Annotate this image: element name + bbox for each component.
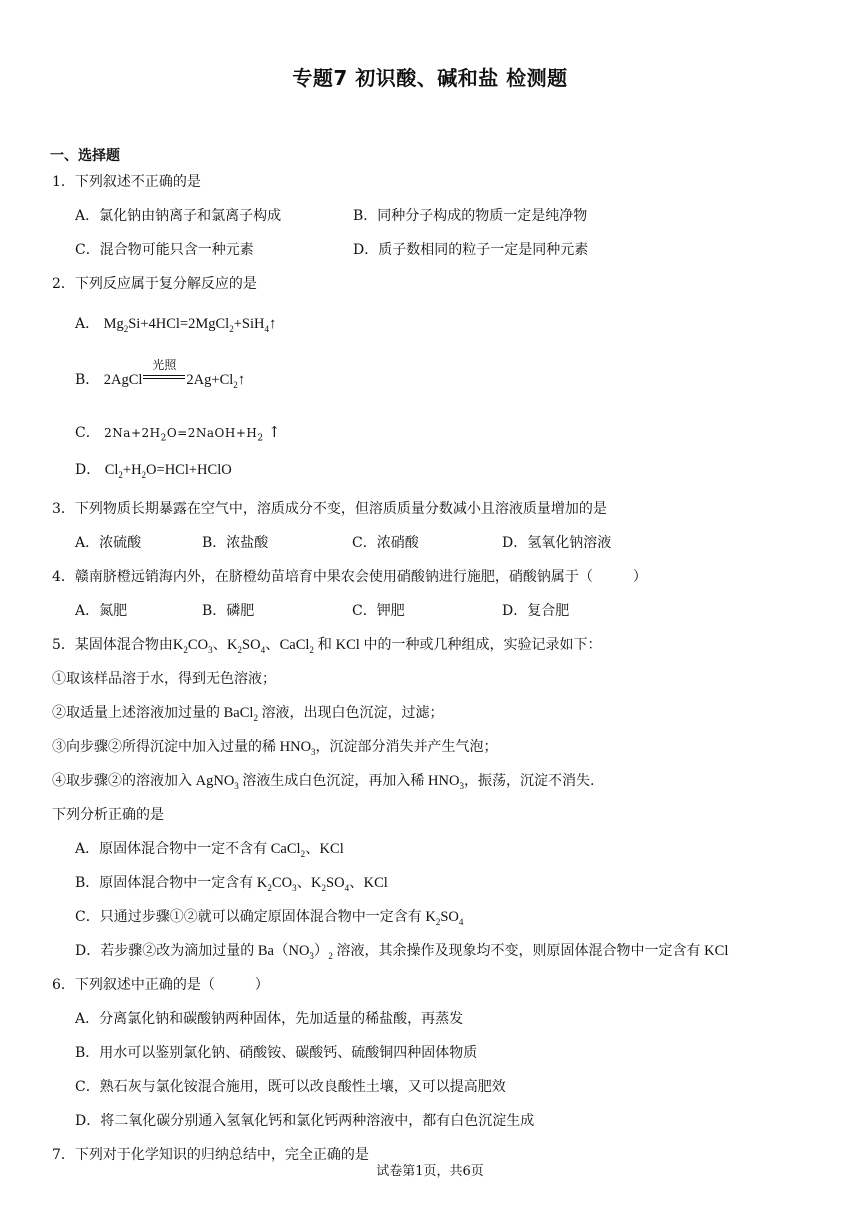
condition-sign: 光照: [143, 370, 185, 384]
q2-option-d: D． $Cl_2+H_2O=HCl+HClO$: [75, 462, 232, 480]
q5-step2: ②取适量上述溶液加过量的 BaCl$_2$ 溶液，出现白色沉淀，过滤；: [52, 705, 444, 723]
q6-stem: 6．下列叙述中正确的是（ ）: [52, 977, 269, 993]
q5-option-a: A．原固体混合物中一定不含有 CaCl$_2$、KCl: [75, 841, 344, 859]
q5-ask: 下列分析正确的是: [52, 807, 164, 823]
equation-d: $Cl_2+H_2O=HCl+HClO$: [104, 462, 232, 480]
q2-option-a: A． $Mg_2Si+4HCl=2MgCl_2+SiH_4↑$: [75, 316, 277, 334]
q7-stem: 7．下列对于化学知识的归纳总结中，完全正确的是: [52, 1147, 369, 1163]
q4-option-c: C．钾肥: [352, 603, 405, 619]
q1-stem: 1．下列叙述不正确的是: [52, 174, 201, 190]
q1-option-d: D．质子数相同的粒子一定是同种元素: [353, 242, 589, 258]
q5-step1: ①取该样品溶于水，得到无色溶液；: [52, 671, 276, 687]
q6-option-b: B．用水可以鉴别氯化钠、硝酸铵、碳酸钙、硫酸铜四种固体物质: [75, 1045, 478, 1061]
q3-option-a: A．浓硫酸: [75, 535, 142, 551]
equation-c: $2Na+2H_2O=2NaOH+H_2$ ↑: [104, 423, 282, 444]
q4-stem: 4．赣南脐橙远销海内外，在脐橙幼苗培育中果农会使用硝酸钠进行施肥，硝酸钠属于（ ）: [52, 569, 647, 585]
q2-stem: 2．下列反应属于复分解反应的是: [52, 276, 257, 292]
page-title: 专题7 初识酸、碱和盐 检测题: [292, 66, 568, 90]
q5-step3: ③向步骤②所得沉淀中加入过量的稀 $HNO_3$，沉淀部分消失并产生气泡；: [52, 739, 498, 757]
q5-step4: ④取步骤②的溶液加入 AgNO$_3$ 溶液生成白色沉淀，再加入稀 $HNO_3$，振荡，沉淀不消失.: [52, 773, 595, 791]
q4-option-d: D．复合肥: [502, 603, 570, 619]
q3-option-b: B．浓盐酸: [202, 535, 269, 551]
q3-stem: 3．下列物质长期暴露在空气中，溶质成分不变，但溶质质量分数减小且溶液质量增加的是: [52, 501, 607, 517]
q6-option-a: A．分离氯化钠和碳酸钠两种固体，先加适量的稀盐酸，再蒸发: [75, 1011, 464, 1027]
q6-option-d: D．将二氧化碳分别通入氢氧化钙和氯化钙两种溶液中，都有白色沉淀生成: [75, 1113, 535, 1129]
q1-option-a: A．氯化钠由钠离子和氯离子构成: [75, 208, 282, 224]
q6-option-c: C．熟石灰与氯化铵混合施用，既可以改良酸性土壤，又可以提高肥效: [75, 1079, 506, 1095]
q5-option-b: B．原固体混合物中一定含有 $K_2CO_3$、$K_2SO_4$、KCl: [75, 875, 388, 893]
q2-option-c: C． $2Na+2H_2O=2NaOH+H_2$ ↑: [75, 423, 282, 444]
q5-option-c: C．只通过步骤①②就可以确定原固体混合物中一定含有 $K_2SO_4$: [75, 909, 464, 927]
q3-option-c: C．浓硝酸: [352, 535, 419, 551]
q1-option-b: B．同种分子构成的物质一定是纯净物: [353, 208, 588, 224]
q5-option-d: D．若步骤②改为滴加过量的 $Ba(NO_3)_2$ 溶液，其余操作及现象均不变，则原固体混合物中一定含有 KCl: [75, 943, 729, 961]
page-footer: 试卷第1页，共6页: [376, 1164, 484, 1179]
equation-a: $Mg_2Si+4HCl=2MgCl_2+SiH_4↑$: [103, 316, 277, 334]
q1-option-c: C．混合物可能只含一种元素: [75, 242, 254, 258]
section-heading: 一、选择题: [50, 148, 120, 164]
q5-stem: 5．某固体混合物由$K_2CO_3$、$K_2SO_4$、CaCl$_2$ 和 KCl 中的一种或几种组成，实验记录如下：: [52, 637, 602, 655]
q2-option-b: B． 2AgCl 光照 $2Ag+Cl_2↑$: [75, 358, 246, 390]
q4-option-a: A．氮肥: [75, 603, 128, 619]
q4-option-b: B．磷肥: [202, 603, 255, 619]
q3-option-d: D．氢氧化钠溶液: [502, 535, 612, 551]
equation-b: 2AgCl 光照 $2Ag+Cl_2↑$: [103, 358, 246, 390]
